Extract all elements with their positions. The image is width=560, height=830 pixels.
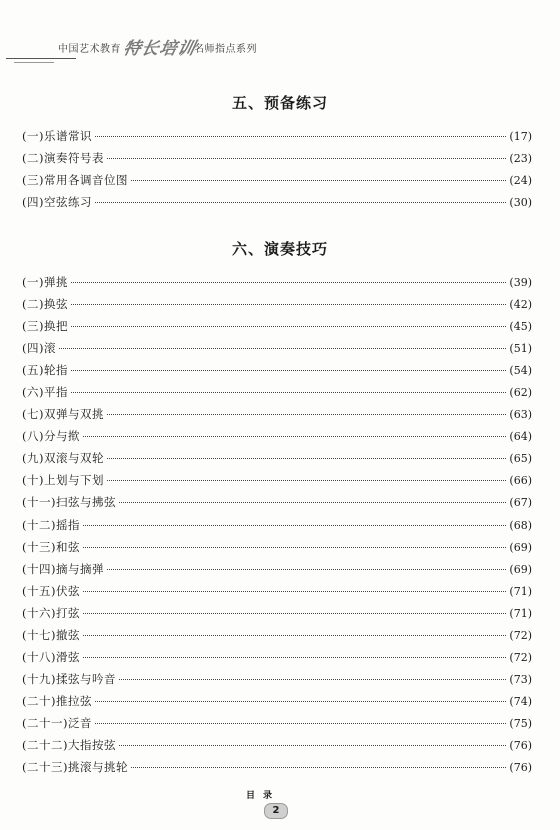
toc-entry[interactable] [22, 472, 532, 494]
toc-entry-label: (十二)摇指 [22, 517, 80, 532]
toc-entry-label: (十)上划与下划 [22, 473, 104, 488]
toc-entry-page: (69) [509, 540, 532, 554]
toc-entry-label: (二十)推拉弦 [22, 693, 92, 708]
toc-entry-page: (62) [509, 386, 532, 400]
toc-entry[interactable] [22, 759, 532, 781]
toc-entry-page: (64) [509, 430, 532, 444]
toc-entry[interactable] [22, 340, 532, 362]
toc-entry[interactable] [22, 715, 532, 737]
footer-label: 目录 [246, 791, 281, 801]
page-number-badge: 2 [264, 803, 288, 819]
dot-leader [95, 701, 506, 702]
toc-entry-page: (71) [509, 584, 532, 598]
dot-leader [71, 282, 506, 283]
toc-entry[interactable] [22, 128, 532, 150]
toc-entry-page: (72) [509, 628, 532, 642]
dot-leader [83, 591, 506, 592]
toc-entry[interactable] [22, 296, 532, 318]
toc-entry[interactable] [22, 517, 532, 539]
toc-entry-label: (二)换弦 [22, 297, 68, 312]
toc-entry-label: (十一)扫弦与拂弦 [22, 495, 116, 510]
dot-leader [83, 657, 506, 658]
toc-entry-page: (45) [509, 320, 532, 334]
toc-entry-page: (66) [509, 474, 532, 488]
header-rule-secondary [14, 62, 54, 63]
toc-entry[interactable] [22, 494, 532, 516]
dot-leader [119, 502, 506, 503]
toc-entry[interactable] [22, 362, 532, 384]
toc-entry-label: (十九)揉弦与吟音 [22, 671, 116, 686]
toc-entry-label: (六)平指 [22, 385, 68, 400]
dot-leader [131, 180, 506, 181]
toc-entry-page: (76) [509, 761, 532, 775]
dot-leader [71, 304, 506, 305]
dot-leader [95, 723, 506, 724]
toc-entry-label: (八)分与揿 [22, 429, 80, 444]
dot-leader [95, 202, 506, 203]
dot-leader [107, 158, 506, 159]
toc-entry-label: (二十一)泛音 [22, 715, 92, 730]
toc-entry-label: (七)双弹与双挑 [22, 407, 104, 422]
page-header [0, 36, 560, 66]
dot-leader [83, 613, 506, 614]
toc-entry-label: (二)演奏符号表 [22, 151, 104, 166]
toc-entry-label: (十七)撤弦 [22, 627, 80, 642]
dot-leader [119, 745, 506, 746]
toc-entry[interactable] [22, 627, 532, 649]
toc-entry-page: (54) [509, 364, 532, 378]
dot-leader [131, 767, 506, 768]
toc-entry-label: (十五)伏弦 [22, 583, 80, 598]
toc-entry-page: (69) [509, 562, 532, 576]
dot-leader [83, 525, 506, 526]
toc-entry[interactable] [22, 428, 532, 450]
toc-entry-label: (一)弹挑 [22, 275, 68, 289]
toc-entry-label: (九)双滚与双轮 [22, 451, 104, 466]
toc-entry[interactable] [22, 318, 532, 340]
toc-entry-page: (24) [509, 174, 532, 188]
toc-entry-label: (二十三)挑滚与挑轮 [22, 760, 128, 775]
section-title: 五、预备练习 [231, 94, 328, 112]
toc-entry[interactable] [22, 561, 532, 583]
toc-entry[interactable] [22, 671, 532, 693]
dot-leader [83, 547, 506, 548]
toc-entry-page: (63) [509, 408, 532, 422]
dot-leader [107, 480, 506, 481]
toc-list-section-5 [22, 128, 532, 216]
series-logo: 特长培训 [121, 39, 198, 59]
toc-entry[interactable] [22, 605, 532, 627]
toc-entry-label: (三)换把 [22, 319, 68, 334]
dot-leader [71, 326, 506, 327]
toc-entry-page: (51) [509, 342, 532, 356]
toc-entry-page: (72) [509, 650, 532, 664]
toc-entry[interactable] [22, 737, 532, 759]
toc-entry[interactable] [22, 274, 532, 296]
toc-entry-page: (17) [509, 130, 532, 143]
toc-entry-page: (39) [509, 276, 532, 289]
header-rule [6, 58, 76, 59]
toc-entry[interactable] [22, 150, 532, 172]
toc-entry-label: (四)空弦练习 [22, 195, 92, 210]
toc-list-section-6 [22, 274, 532, 781]
toc-entry-label: (一)乐谱常识 [22, 129, 92, 143]
series-name: 中国艺术教育 [58, 44, 121, 55]
dot-leader [83, 436, 506, 437]
toc-entry-label: (四)滚 [22, 341, 56, 356]
toc-entry[interactable] [22, 384, 532, 406]
dot-leader [95, 136, 506, 137]
toc-entry-label: (二十二)大指按弦 [22, 737, 116, 752]
toc-entry-page: (30) [509, 196, 532, 210]
toc-entry-label: (十三)和弦 [22, 539, 80, 554]
toc-entry[interactable] [22, 194, 532, 216]
dot-leader [71, 392, 506, 393]
toc-entry-label: (十八)滑弦 [22, 649, 80, 664]
toc-entry-page: (42) [509, 298, 532, 312]
toc-entry-page: (73) [509, 672, 532, 686]
toc-entry-page: (68) [509, 518, 532, 532]
toc-entry-page: (65) [509, 452, 532, 466]
toc-entry[interactable] [22, 649, 532, 671]
toc-entry-page: (74) [509, 694, 532, 708]
toc-entry-label: (十四)摘与摘弹 [22, 561, 104, 576]
dot-leader [83, 635, 506, 636]
toc-entry-label: (三)常用各调音位图 [22, 173, 128, 188]
toc-entry[interactable] [22, 583, 532, 605]
toc-entry[interactable] [22, 539, 532, 561]
toc-entry-page: (67) [509, 496, 532, 510]
section-title: 六、演奏技巧 [231, 240, 328, 258]
toc-entry-page: (76) [509, 738, 532, 752]
toc-entry-label: (十六)打弦 [22, 605, 80, 620]
dot-leader [107, 458, 506, 459]
toc-entry-page: (71) [509, 606, 532, 620]
toc-entry-page: (75) [509, 716, 532, 730]
dot-leader [59, 348, 506, 349]
dot-leader [119, 679, 506, 680]
toc-entry-page: (23) [509, 152, 532, 166]
toc-entry[interactable] [22, 406, 532, 428]
dot-leader [107, 569, 506, 570]
toc-entry[interactable] [22, 172, 532, 194]
series-subtitle: 名师指点系列 [194, 44, 257, 55]
toc-entry[interactable] [22, 450, 532, 472]
dot-leader [107, 414, 506, 415]
dot-leader [71, 370, 506, 371]
toc-entry-label: (五)轮指 [22, 363, 68, 378]
toc-entry[interactable] [22, 693, 532, 715]
